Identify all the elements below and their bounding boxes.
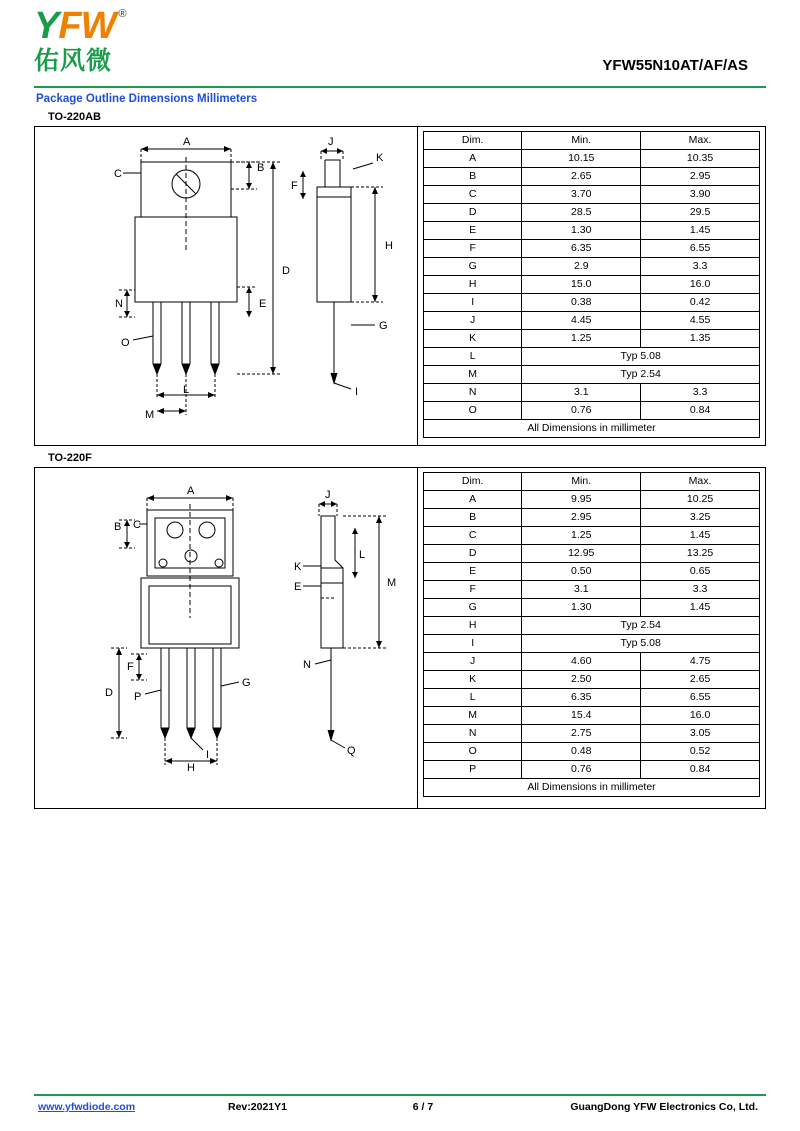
svg-text:N: N xyxy=(115,298,123,310)
cell-max: 0.52 xyxy=(641,743,760,761)
cell-dim: A xyxy=(424,150,522,168)
footer-website-link[interactable]: www.yfwdiode.com xyxy=(38,1101,136,1113)
package-table-pane-to220ab xyxy=(418,127,765,445)
cell-min: 1.25 xyxy=(522,527,641,545)
cell-max: 0.84 xyxy=(641,402,760,420)
svg-text:P: P xyxy=(134,691,142,703)
cell-min: 28.5 xyxy=(522,204,641,222)
registered-trademark-icon: ® xyxy=(118,8,127,20)
cell-max: 10.35 xyxy=(641,150,760,168)
cell-max: 3.3 xyxy=(641,258,760,276)
svg-text:I: I xyxy=(355,386,359,398)
svg-text:G: G xyxy=(242,677,251,689)
cell-min: 2.75 xyxy=(522,725,641,743)
cell-min: 0.76 xyxy=(522,761,641,779)
table-row xyxy=(424,366,760,384)
cell-max: 0.65 xyxy=(641,563,760,581)
cell-typ: Typ 2.54 xyxy=(522,617,760,635)
table-row xyxy=(424,222,760,240)
table-row xyxy=(424,527,760,545)
cell-max: 0.42 xyxy=(641,294,760,312)
cell-dim: P xyxy=(424,761,522,779)
table-row xyxy=(424,599,760,617)
cell-dim: E xyxy=(424,563,522,581)
table-row xyxy=(424,150,760,168)
cell-dim: I xyxy=(424,635,522,653)
page-header xyxy=(34,0,766,82)
table-row xyxy=(424,581,760,599)
package-outline-to220f xyxy=(34,467,766,809)
cell-min: 10.15 xyxy=(522,150,641,168)
column-header-min: Min. xyxy=(522,132,641,150)
column-header-max: Max. xyxy=(641,473,760,491)
svg-text:K: K xyxy=(376,152,384,164)
table-row xyxy=(424,491,760,509)
cell-max: 6.55 xyxy=(641,689,760,707)
cell-dim: O xyxy=(424,402,522,420)
cell-min: 2.9 xyxy=(522,258,641,276)
svg-text:M: M xyxy=(145,409,155,421)
cell-min: 4.60 xyxy=(522,653,641,671)
table-row xyxy=(424,545,760,563)
logo-letter-y: Y xyxy=(34,5,59,47)
package-table-pane-to220f xyxy=(418,468,765,808)
svg-text:F: F xyxy=(291,180,298,192)
footer-page-number: 6 / 7 xyxy=(412,1101,434,1113)
cell-max: 1.45 xyxy=(641,527,760,545)
table-row xyxy=(424,707,760,725)
cell-dim: N xyxy=(424,725,522,743)
cell-min: 0.38 xyxy=(522,294,641,312)
cell-dim: N xyxy=(424,384,522,402)
cell-dim: B xyxy=(424,168,522,186)
svg-text:N: N xyxy=(303,659,311,671)
svg-text:M: M xyxy=(387,577,397,589)
table-row xyxy=(424,743,760,761)
cell-max: 3.25 xyxy=(641,509,760,527)
table-row xyxy=(424,186,760,204)
cell-max: 4.55 xyxy=(641,312,760,330)
cell-dim: L xyxy=(424,348,522,366)
cell-max: 2.95 xyxy=(641,168,760,186)
cell-min: 3.70 xyxy=(522,186,641,204)
cell-min: 2.95 xyxy=(522,509,641,527)
cell-max: 16.0 xyxy=(641,707,760,725)
cell-dim: L xyxy=(424,689,522,707)
table-note: All Dimensions in millimeter xyxy=(424,779,760,797)
dimensions-table-to220f xyxy=(423,472,760,797)
cell-dim: F xyxy=(424,581,522,599)
cell-max: 4.75 xyxy=(641,653,760,671)
svg-text:I: I xyxy=(206,749,210,761)
svg-text:D: D xyxy=(282,265,290,277)
svg-text:L: L xyxy=(183,384,190,396)
svg-text:B: B xyxy=(257,162,265,174)
svg-text:A: A xyxy=(183,136,191,148)
table-row xyxy=(424,671,760,689)
cell-min: 2.65 xyxy=(522,168,641,186)
cell-dim: C xyxy=(424,527,522,545)
package-outline-to220ab xyxy=(34,126,766,446)
cell-dim: H xyxy=(424,617,522,635)
cell-min: 2.50 xyxy=(522,671,641,689)
svg-text:C: C xyxy=(133,519,141,531)
cell-min: 0.76 xyxy=(522,402,641,420)
cell-max: 1.45 xyxy=(641,222,760,240)
table-row xyxy=(424,312,760,330)
cell-dim: K xyxy=(424,330,522,348)
cell-max: 3.05 xyxy=(641,725,760,743)
cell-max: 0.84 xyxy=(641,761,760,779)
cell-min: 0.50 xyxy=(522,563,641,581)
table-row xyxy=(424,330,760,348)
svg-text:H: H xyxy=(187,762,195,774)
table-row xyxy=(424,348,760,366)
cell-dim: M xyxy=(424,366,522,384)
section-title: Package Outline Dimensions Millimeters xyxy=(36,93,258,105)
cell-min: 6.35 xyxy=(522,689,641,707)
dimensions-table-to220ab xyxy=(423,131,760,438)
cell-max: 3.90 xyxy=(641,186,760,204)
logo-letters-fw: FW xyxy=(58,5,116,47)
part-number: YFW55N10AT/AF/AS xyxy=(602,57,748,74)
svg-text:H: H xyxy=(385,240,393,252)
logo-wordmark xyxy=(34,6,224,48)
cell-typ: Typ 2.54 xyxy=(522,366,760,384)
cell-min: 1.30 xyxy=(522,599,641,617)
footer-row xyxy=(34,1101,766,1113)
cell-dim: K xyxy=(424,671,522,689)
package-drawing-to220ab xyxy=(35,127,418,445)
cell-min: 3.1 xyxy=(522,384,641,402)
svg-text:L: L xyxy=(359,549,366,561)
cell-dim: O xyxy=(424,743,522,761)
svg-text:C: C xyxy=(114,168,122,180)
table-row xyxy=(424,617,760,635)
cell-typ: Typ 5.08 xyxy=(522,635,760,653)
footer-revision: Rev:2021Y1 xyxy=(228,1101,287,1113)
cell-dim: G xyxy=(424,599,522,617)
footer-divider xyxy=(34,1094,766,1096)
cell-max: 13.25 xyxy=(641,545,760,563)
cell-dim: D xyxy=(424,204,522,222)
cell-dim: J xyxy=(424,312,522,330)
svg-text:B: B xyxy=(114,521,122,533)
column-header-dim: Dim. xyxy=(424,473,522,491)
package-label-to220f: TO-220F xyxy=(48,452,92,464)
to220ab-drawing-svg xyxy=(35,127,417,445)
table-row xyxy=(424,563,760,581)
table-header-row xyxy=(424,132,760,150)
cell-min: 1.25 xyxy=(522,330,641,348)
cell-dim: B xyxy=(424,509,522,527)
svg-text:D: D xyxy=(105,687,113,699)
cell-dim: H xyxy=(424,276,522,294)
table-row xyxy=(424,402,760,420)
cell-min: 4.45 xyxy=(522,312,641,330)
table-row xyxy=(424,635,760,653)
table-row xyxy=(424,384,760,402)
cell-dim: G xyxy=(424,258,522,276)
table-row xyxy=(424,276,760,294)
svg-text:E: E xyxy=(259,298,267,310)
cell-max: 16.0 xyxy=(641,276,760,294)
package-label-to220ab: TO-220AB xyxy=(48,111,101,123)
svg-text:J: J xyxy=(328,136,334,148)
table-note-row xyxy=(424,420,760,438)
cell-max: 29.5 xyxy=(641,204,760,222)
svg-text:A: A xyxy=(187,485,195,497)
cell-min: 15.0 xyxy=(522,276,641,294)
cell-min: 9.95 xyxy=(522,491,641,509)
svg-text:Q: Q xyxy=(347,745,356,757)
cell-dim: C xyxy=(424,186,522,204)
table-row xyxy=(424,653,760,671)
svg-text:O: O xyxy=(121,337,130,349)
footer-company-name: GuangDong YFW Electronics Co, Ltd. xyxy=(570,1101,758,1113)
table-header-row xyxy=(424,473,760,491)
column-header-max: Max. xyxy=(641,132,760,150)
table-row xyxy=(424,725,760,743)
table-note: All Dimensions in millimeter xyxy=(424,420,760,438)
table-note-row xyxy=(424,779,760,797)
svg-text:K: K xyxy=(294,561,302,573)
cell-max: 3.3 xyxy=(641,581,760,599)
table-row xyxy=(424,689,760,707)
cell-max: 6.55 xyxy=(641,240,760,258)
svg-text:E: E xyxy=(294,581,302,593)
svg-text:J: J xyxy=(325,489,331,501)
cell-max: 3.3 xyxy=(641,384,760,402)
svg-text:G: G xyxy=(379,320,388,332)
cell-min: 3.1 xyxy=(522,581,641,599)
company-logo xyxy=(34,6,224,82)
package-drawing-to220f xyxy=(35,468,418,808)
cell-dim: J xyxy=(424,653,522,671)
to220f-drawing-svg xyxy=(35,468,417,808)
cell-min: 0.48 xyxy=(522,743,641,761)
svg-text:F: F xyxy=(127,661,134,673)
cell-dim: E xyxy=(424,222,522,240)
cell-max: 10.25 xyxy=(641,491,760,509)
cell-dim: F xyxy=(424,240,522,258)
logo-chinese-name: 佑风微 xyxy=(34,46,113,75)
cell-min: 15.4 xyxy=(522,707,641,725)
cell-max: 2.65 xyxy=(641,671,760,689)
cell-dim: I xyxy=(424,294,522,312)
cell-dim: D xyxy=(424,545,522,563)
table-row xyxy=(424,204,760,222)
header-divider xyxy=(34,86,766,88)
cell-dim: M xyxy=(424,707,522,725)
table-row xyxy=(424,168,760,186)
cell-min: 12.95 xyxy=(522,545,641,563)
table-row xyxy=(424,509,760,527)
page-footer xyxy=(34,1094,766,1113)
table-row xyxy=(424,294,760,312)
cell-min: 6.35 xyxy=(522,240,641,258)
table-row xyxy=(424,258,760,276)
table-row xyxy=(424,761,760,779)
cell-typ: Typ 5.08 xyxy=(522,348,760,366)
column-header-dim: Dim. xyxy=(424,132,522,150)
cell-min: 1.30 xyxy=(522,222,641,240)
table-row xyxy=(424,240,760,258)
column-header-min: Min. xyxy=(522,473,641,491)
cell-max: 1.35 xyxy=(641,330,760,348)
cell-dim: A xyxy=(424,491,522,509)
cell-max: 1.45 xyxy=(641,599,760,617)
